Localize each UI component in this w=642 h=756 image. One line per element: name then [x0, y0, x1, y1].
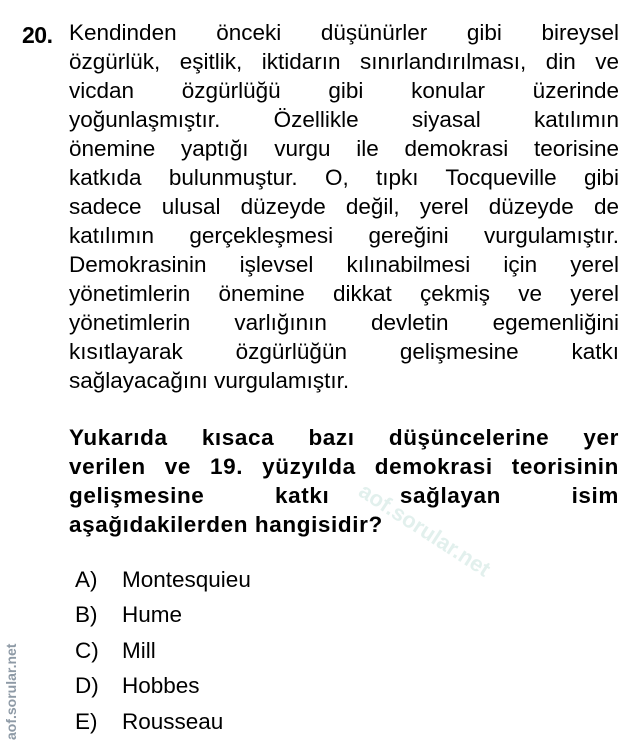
passage-line: yoğunlaşmıştır. Özellikle siyasal katılımın — [69, 107, 619, 132]
passage-line: katılımın gerçekleşmesi gereğini vurgulamıştır. — [69, 223, 619, 248]
option-c[interactable] — [75, 633, 251, 669]
passage-line: sadece ulusal düzeyde değil, yerel düzeyde de — [69, 194, 619, 219]
diagonal-watermark: aof.sorular.net — [354, 478, 496, 582]
option-letter: B) — [75, 602, 98, 628]
question-passage — [69, 18, 619, 395]
passage-line: yönetimlerin varlığının devletin egemenliğini — [69, 310, 619, 335]
option-b[interactable] — [75, 598, 251, 634]
passage-line: vicdan özgürlüğü gibi konular üzerinde — [69, 78, 619, 103]
option-letter: C) — [75, 637, 99, 663]
stem-line: gelişmesine katkı sağlayan isim — [69, 483, 619, 508]
question-number: 20. — [22, 22, 53, 48]
passage-line: Demokrasinin işlevsel kılınabilmesi için yerel — [69, 252, 619, 277]
question-stem — [69, 423, 619, 539]
option-text: Mill — [122, 637, 156, 663]
passage-line: katkıda bulunmuştur. O, tıpkı Tocqueville gibi — [69, 165, 619, 190]
option-text: Hobbes — [122, 673, 200, 699]
option-text: Rousseau — [122, 708, 224, 734]
passage-line: özgürlük, eşitlik, iktidarın sınırlandırılması, din ve — [69, 49, 619, 74]
option-letter: D) — [75, 673, 99, 699]
passage-line: sağlayacağını vurgulamıştır. — [69, 368, 350, 393]
passage-line: önemine yaptığı vurgu ile demokrasi teorisine — [69, 136, 619, 161]
answer-options — [75, 562, 251, 740]
passage-line: Kendinden önceki düşünürler gibi bireysel — [69, 20, 619, 45]
option-e[interactable] — [75, 704, 251, 740]
stem-line: aşağıdakilerden hangisidir? — [69, 512, 383, 537]
option-letter: E) — [75, 708, 98, 734]
option-text: Montesquieu — [122, 566, 251, 592]
option-d[interactable] — [75, 669, 251, 705]
passage-line: yönetimlerin önemine dikkat çekmiş ve yerel — [69, 281, 619, 306]
passage-line: kısıtlayarak özgürlüğün gelişmesine katkı — [69, 339, 619, 364]
option-letter: A) — [75, 566, 98, 592]
option-text: Hume — [122, 602, 183, 628]
side-watermark: aof.sorular.net — [3, 643, 19, 740]
option-a[interactable] — [75, 562, 251, 598]
stem-line: verilen ve 19. yüzyılda demokrasi teorisinin — [69, 454, 619, 479]
stem-line: Yukarıda kısaca bazı düşüncelerine yer — [69, 425, 619, 450]
